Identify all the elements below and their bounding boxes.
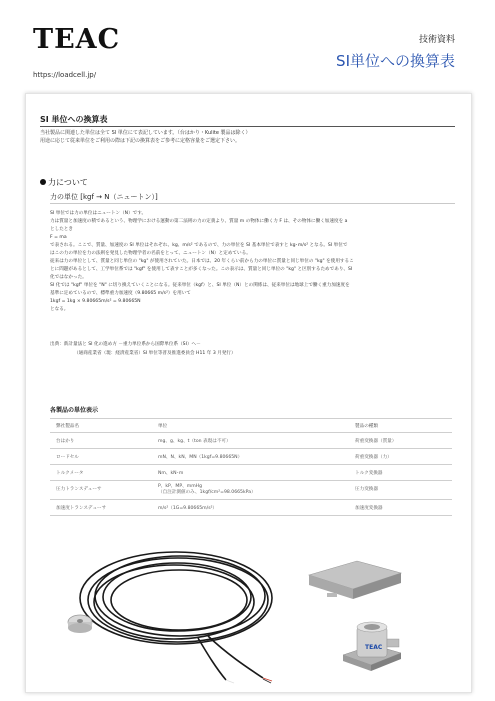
force-subheading: 力の単位 [kgf → N（ニュートン）] <box>50 193 158 201</box>
product-type-cell: 加速度変換器 <box>349 500 452 516</box>
load-cell-photo <box>58 540 280 684</box>
column-header: 単位 <box>152 419 349 433</box>
unit-cell: mN、N、kN、MN（1kgf=9.80665N） <box>152 449 349 465</box>
product-type-cell: トルク変換器 <box>349 465 452 481</box>
unit-cell: mg、g、kg、t（ton 表現は不可） <box>152 433 349 449</box>
force-body <box>50 210 455 314</box>
accelerometer-logo: TEAC <box>365 644 383 651</box>
teac-logo: TEAC <box>33 24 121 55</box>
unit-cell: P、kP、MP、mmHg （自注計測値のみ、1kgf/cm²=98.0665kPa） <box>152 481 349 500</box>
source-citation <box>50 341 236 358</box>
product-name-cell: 加速度トランスデューサ <box>50 500 152 516</box>
table-row <box>50 465 452 481</box>
force-heading-text: 力について <box>48 178 88 187</box>
body-line: としたとき <box>50 227 73 232</box>
section-divider <box>40 126 455 127</box>
body-line: SI 化では "kgf" 単位を "N" に切り換えていくことになる。従来単位（kgf）と、SI 単位（N）との関係は、従来単位は地球上で働く重力加速度を <box>50 283 350 288</box>
units-table <box>50 418 452 516</box>
accelerometer-photo <box>337 615 413 679</box>
bullet-icon <box>40 179 46 185</box>
body-line: 1kgf = 1kg × 9.80665m/s² = 9.80665N <box>50 299 141 304</box>
table-row <box>50 449 452 465</box>
body-line: 従来は力の単位として、質量と同じ単位の "kg" が使用されていた。日本では、20 年くらい前から力の単位に質量と同じ単位の "kg" を使用するこ <box>50 259 354 264</box>
document-title: SI単位への換算表 <box>336 52 455 70</box>
body-line: F = ma <box>50 235 67 240</box>
force-heading <box>40 177 88 188</box>
source-line: 出典：新計量法と SI 化の進め方 －重力単位系から国際単位系（SI）へ－ <box>50 342 201 347</box>
body-line: で表される。ここで、質量、加速度の SI 単位はそれぞれ、kg、m/s² であるので、力の単位を SI 基本単位で表すと kg･m/s² となる。SI 単位で <box>50 243 348 248</box>
product-name-cell: 圧力トランスデューサ <box>50 481 152 500</box>
body-line: とに問題があるとして、工学単位系では "kgf" を使用して表すことが多くなった。この表示は、質量と同じ単位の "kg" と区別するためであり、SI <box>50 267 353 272</box>
document-kind: 技術資料 <box>418 35 455 45</box>
product-type-cell: 圧力変換器 <box>349 481 452 500</box>
unit-cell: Nm、kN･m <box>152 465 349 481</box>
intro-line: 当社製品に関連した単位は全て SI 単位にて表記しています。（台はかり・Kulite 製品は除く） <box>40 130 251 136</box>
website-url[interactable]: https://loadcell.jp/ <box>33 71 97 79</box>
unit-cell: m/s²（1G=9.80665m/s²） <box>152 500 349 516</box>
table-row <box>50 481 452 500</box>
product-type-cell: 荷重変換器（質量） <box>349 433 452 449</box>
body-line: 基準に定めているので、標準重力加速度（9.80665 m/s²）を用いて <box>50 291 191 296</box>
column-header: 弊社製品名 <box>50 419 152 433</box>
source-line: （通商産業省（現：経済産業省）SI 単位等普及推進委員会 H11 年 3 月発行） <box>74 350 236 356</box>
table-row <box>50 433 452 449</box>
body-line: SI 単位では力の単位はニュートン（N）です。 <box>50 211 147 216</box>
intro-line: 用途に応じて従来単位をご利用の際は下記の換算表をご参考に定格容量をご選定下さい。 <box>40 137 241 144</box>
product-name-cell: トルクメータ <box>50 465 152 481</box>
section-title: SI 単位への換算表 <box>40 115 108 124</box>
product-name-cell: 台はかり <box>50 433 152 449</box>
table-row <box>50 500 452 516</box>
product-name-cell: ロードセル <box>50 449 152 465</box>
column-header: 製品の種類 <box>349 419 452 433</box>
platform-scale-photo <box>297 545 409 611</box>
body-line: 化ではなかった。 <box>50 275 87 280</box>
body-line: 力は質量と加速度の積であるという、物理学における運動の第二法則の力の定義より、質量 m の物体に働く力 F は、その物体に働く加速度を a <box>50 219 348 224</box>
section-intro <box>40 130 455 145</box>
units-table-title: 各製品の単位表示 <box>50 407 99 414</box>
product-type-cell: 荷重変換器（力） <box>349 449 452 465</box>
table-header-row <box>50 419 452 433</box>
body-line: となる。 <box>50 307 69 312</box>
body-line: はこの力の単位を力の法則を発見した物理学者の名前をとって、ニュートン（N）と定めている。 <box>50 251 251 256</box>
subheading-divider <box>50 203 455 204</box>
